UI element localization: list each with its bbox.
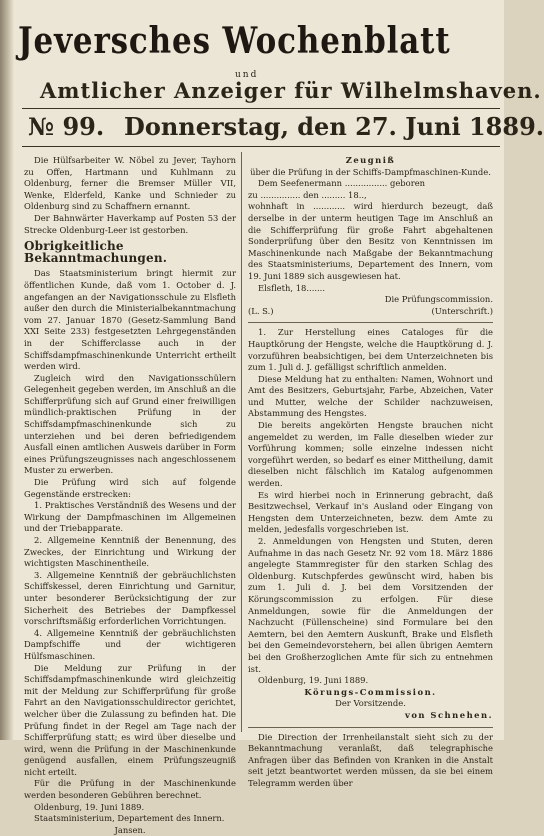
header-rule-bottom: [22, 146, 500, 147]
masthead-und: und: [235, 70, 259, 80]
section-rule: [248, 322, 493, 323]
section-rule: [248, 727, 493, 728]
notice-paragraph: Die Meldung zur Prüfung in der Schiffsdampfmaschinenkunde wird gleichzeitig mit der Meldung zur Schifferprüfung für große Fahrt an den Navigationsschuldirector gerichtet, welcher über die Zulassung zu befinden hat. Die Prüfung findet in der Regel am Tage nach der Schifferprüfung statt; es wird über dieselbe und wird, wenn die Prüfung in der Maschinenkunde genügend ausfallen, einem Prüfungszeugniß nicht erteilt.: [24, 662, 236, 777]
notice-paragraph: Die Prüfung wird sich auf folgende Gegenstände erstrecken:: [24, 477, 236, 499]
signature-authority: Staatsministerium, Departement des Innern.: [34, 813, 225, 824]
certificate-text: wohnhaft in ............ wird hierdurch bezeugt, daß derselbe in der unterm heutigen Tage im Anschluß an die Schifferprüfung für große Fahrt abgehaltenen Sonderprüfung über den Besitz von Kenntnissen im Maschinenkunde nach Maßgabe der Bekanntmachung des Staatsministeriums, Departement des Innern, vom 19. Juni 1889 sich ausgewiesen hat.: [248, 201, 493, 281]
notice-paragraph: 1. Zur Herstellung eines Cataloges für die Hauptkörung der Hengste, welche die Hauptkörung d. J. vorzuführen beabsichtigen, bei dem Unterzeichneten bis zum 1. Juli d. J. gefälligst schriftlich anmelden.: [248, 327, 493, 373]
left-column: [24, 155, 236, 836]
certificate-field: zu ............... den ......... 18..,: [248, 189, 367, 200]
list-item: 3. Allgemeine Kenntniß der gebräuchlichsten Schiffskessel, deren Einrichtung und Garnitur, unter besonderer Berücksichtigung der zur Sicherheit des Betriebes der Dampfkessel vorschriftsmäßig erforderlichen Vorrichtungen.: [24, 569, 236, 627]
place-date: Oldenburg, 19. Juni 1889.: [34, 801, 145, 812]
list-item: 1. Praktisches Verständniß des Wesens und der Wirkung der Dampfmaschinen im Allgemeinen und der Triebapparate.: [24, 500, 236, 534]
list-item: 2. Allgemeine Kenntniß der Benennung, des Zweckes, der Einrichtung und Wirkung der wichtigsten Maschinentheile.: [24, 535, 236, 569]
notice-paragraph: Für die Prüfung in der Maschinenkunde werden besonderen Gebühren berechnet.: [24, 778, 236, 801]
news-paragraph: Der Bahnwärter Haverkamp auf Posten 53 der Strecke Oldenburg-Leer ist gestorben.: [24, 212, 236, 235]
notice-paragraph: 2. Anmeldungen von Hengsten und Stuten, deren Aufnahme in das nach Gesetz Nr. 92 vom 18. März 1886 angelegte Stammregister für den starken Schlag des Oldenburg. Kutschpferdes gewünscht wird, haben bis zum 1. Juli d. J. bei dem Vorsitzenden der Körungscommission zu erfolgen. Für diese Anmeldungen, sowie für die Anmeldungen der Nachzucht (Füllenscheine) sind Formulare bei den Aemtern, bei den Aemtern Auskunft, Brake und Elsfleth bei den Gemeindevorstehern, bei allen übrigen Aemtern bei den Großherzoglichen Amte für sich zu entnehmen ist.: [248, 536, 493, 674]
notice-paragraph: Diese Meldung hat zu enthalten: Namen, Wohnort und Amt des Besitzers, Geburtsjahr, Farbe, Abzeichen, Vater und Mutter, welche der Schilder nachzuweisen, Abstammung des Hengstes.: [248, 373, 493, 419]
certificate-signature-row: [248, 306, 493, 318]
header-rule-top: [22, 108, 500, 109]
certificate-subtitle: über die Prüfung in der Schiffs-Dampfmaschinen-Kunde.: [250, 166, 491, 177]
notice-paragraph: Die bereits angekörten Hengste brauchen nicht angemeldet zu werden, im Falle dieselben wieder zur Vorführung kommen; solle einzelne indessen nicht vorgeführt werden, so bedarf es einer Mittheilung, damit dieselben nicht fälschlich im Katalog aufgenommen werden.: [248, 420, 493, 489]
dateline: [28, 112, 544, 142]
masthead-title: Jeversches Wochenblatt: [18, 20, 451, 62]
signature-authority: Körungs-Commission.: [304, 686, 437, 697]
notice-paragraph: Es wird hierbei noch in Erinnerung gebracht, daß Besitzwechsel, Verkauf in's Ausland oder Eingang von Hengsten dem Unterzeichneten, bezw. dem Amte zu melden, jedesfalls vorgeschrieben ist.: [248, 489, 493, 535]
masthead-subtitle: Amtlicher Anzeiger für Wilhelmshaven.: [40, 78, 542, 103]
signature-role: Der Vorsitzende.: [335, 698, 406, 709]
issue-number: № 99.: [28, 112, 105, 141]
section-heading: Obrigkeitliche Bekanntmachungen.: [24, 239, 168, 265]
column-divider: [241, 152, 242, 732]
signature-name: Jansen.: [114, 824, 146, 835]
notice-paragraph: Zugleich wird den Navigationsschülern Gelegenheit gegeben werden, im Anschluß an die Schifferprüfung sich auf Grund einer freiwilligen mündlich-praktischen Prüfung in der Schiffsdampfmaschinenkunde sich zu unterziehen und bei deren befriedigendem Ausfall einen amtlichen Ausweis darüber in Form eines Prüfungszeugnisses nach angeschlossenem Muster zu erwerben.: [24, 372, 236, 476]
place-date: Oldenburg, 19. Juni 1889.: [258, 675, 369, 686]
right-column: [248, 155, 493, 789]
certificate-commission: Die Prüfungscommission.: [384, 294, 493, 305]
page-binding-shadow: [0, 0, 14, 740]
news-paragraph: Die Hülfsarbeiter W. Nöbel zu Jever, Tayhorn zu Offen, Hartmann und Kuhlmann zu Oldenburg, ferner die Bremser Müller VII, Wenke, Elderfeld, Kanke und Schnieder zu Oldenburg sind zu Schaffnern ernannt.: [24, 155, 236, 212]
list-item: 4. Allgemeine Kenntniß der gebräuchlichsten Dampfschiffe und der wichtigeren Hülfsmaschinen.: [24, 627, 236, 661]
notice-paragraph: Die Direction der Irrenheilanstalt sieht sich zu der Bekanntmachung veranlaßt, daß telegraphische Anfragen über das Befinden von Kranken in die Anstalt seit jetzt beantwortet werden müssen, da sie bei einem Telegramm werden über: [248, 731, 493, 788]
notice-paragraph: Das Staatsministerium bringt hiermit zur öffentlichen Kunde, daß vom 1. October d. J. angefangen an der Navigationsschule zu Elsfleth außer den durch die Ministerialbekanntmachung vom 27. Januar 1870 (Gesetz-Sammlung Band XXI Seite 233) festgesetzten Lehrgegenständen in der Schifferclasse auch in der Schiffsdampfmaschinenkunde Unterricht ertheilt werden wird.: [24, 268, 236, 372]
signature-name: von Schnehen.: [404, 709, 493, 720]
issue-date: Donnerstag, den 27. Juni 1889.: [124, 112, 544, 141]
certificate-place: Elsfleth, 18.......: [258, 282, 326, 293]
certificate-field: Dem Seefenermann ................ geboren: [258, 178, 426, 189]
seal-label: (L. S.): [248, 305, 274, 316]
certificate-title: Zeugniß: [345, 155, 396, 165]
signature-label: (Unterschrift.): [431, 305, 493, 316]
